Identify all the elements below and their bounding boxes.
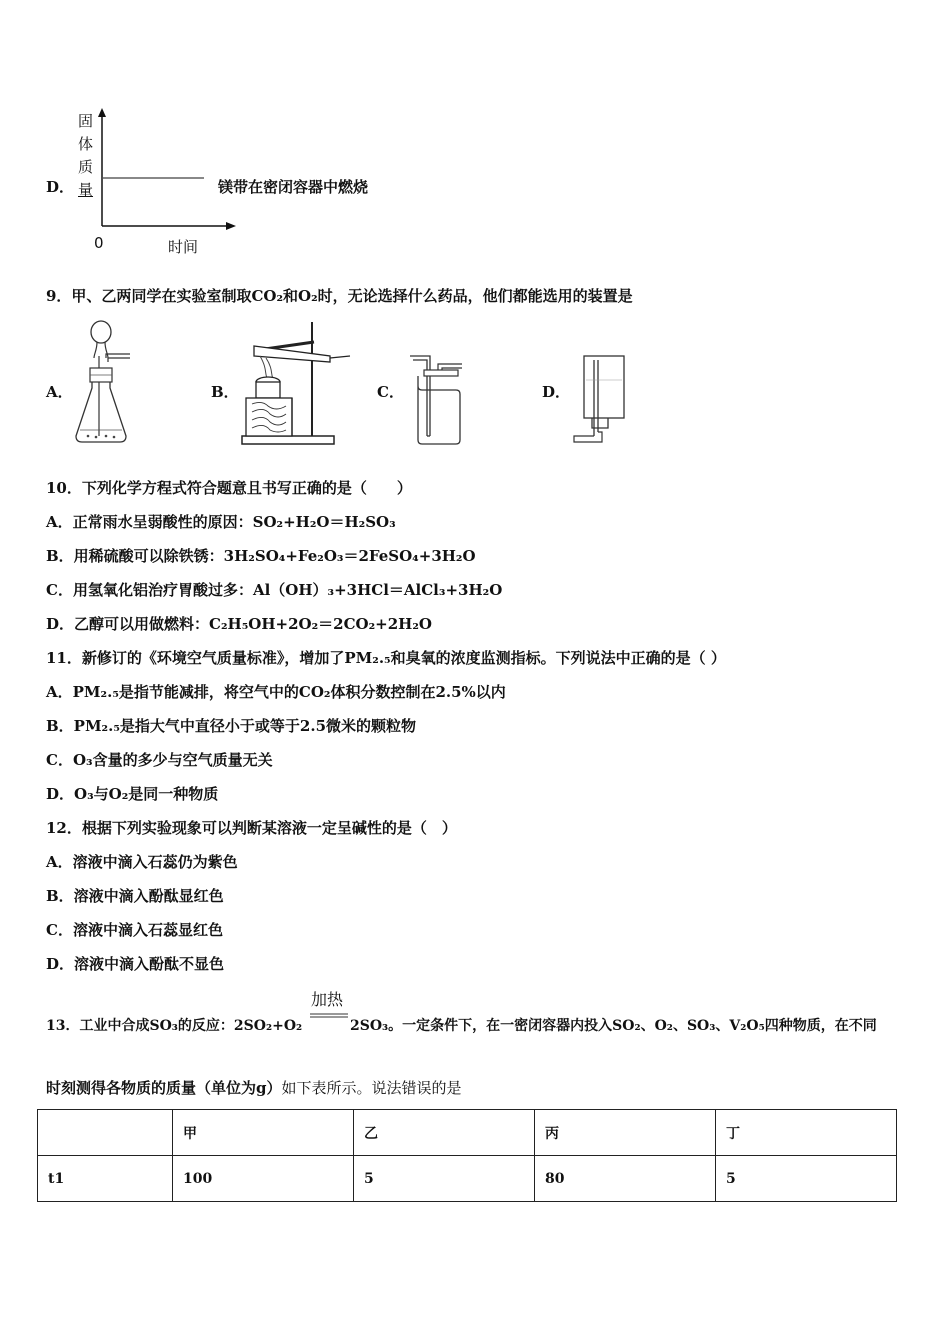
q13-stem-suffix: 2SO₃。一定条件下，在一密闭容器内投入SO₂、O₂、SO₃、V₂O₅四种物质，在不同 (350, 1018, 877, 1034)
table-header-row (38, 1110, 897, 1156)
graph-y-label-4: 量 (78, 181, 94, 199)
q10-option-a: A．正常雨水呈弱酸性的原因：SO₂+H₂O＝H₂SO₃ (46, 513, 396, 531)
table-header-cell: 乙 (354, 1110, 535, 1156)
q12-option-b: B．溶液中滴入酚酞显红色 (46, 887, 224, 905)
q9-stem: 9．甲、乙两同学在实验室制取CO₂和O₂时，无论选择什么药品，他们都能选用的装置是 (46, 287, 633, 305)
table-header-cell: 甲 (173, 1110, 354, 1156)
table-cell: t1 (38, 1156, 173, 1202)
q12-stem: 12．根据下列实验现象可以判断某溶液一定呈碱性的是（ ） (46, 819, 457, 837)
graph-origin: 0 (94, 234, 104, 252)
q13-stem-line2-tail: 如下表所示。说法错误的是 (281, 1079, 462, 1097)
table-header-cell (38, 1110, 173, 1156)
q12-option-d: D．溶液中滴入酚酞不显色 (46, 955, 225, 973)
q13-condition-label: 加热 (311, 990, 344, 1009)
q9-option-a-label: A． (46, 383, 73, 401)
apparatus-d-inverted-bottle-icon (568, 350, 628, 446)
table-cell: 80 (535, 1156, 716, 1202)
q10-option-b: B．用稀硫酸可以除铁锈：3H₂SO₄+Fe₂O₃＝2FeSO₄+3H₂O (46, 547, 476, 565)
q11-option-a: A．PM₂.₅是指节能减排，将空气中的CO₂体积分数控制在2.5%以内 (46, 683, 506, 701)
q9-option-b-label: B． (211, 383, 239, 401)
q8-d-caption: 镁带在密闭容器中燃烧 (218, 178, 369, 196)
q11-option-d: D．O₃与O₂是同一种物质 (46, 785, 219, 803)
q11-stem: 11．新修订的《环境空气质量标准》，增加了PM₂.₅和臭氧的浓度监测指标。下列说法中正确的是（ ） (46, 649, 726, 667)
graph-axes (0, 0, 950, 260)
q9-option-c-label: C． (377, 383, 404, 401)
q12-option-a: A．溶液中滴入石蕊仍为紫色 (46, 853, 238, 871)
q13-mass-table (37, 1109, 897, 1202)
q10-stem: 10．下列化学方程式符合题意且书写正确的是（ ） (46, 479, 412, 497)
table-cell: 5 (716, 1156, 897, 1202)
table-cell: 5 (354, 1156, 535, 1202)
graph-y-label-3: 质 (78, 158, 94, 176)
graph-x-label: 时间 (168, 238, 199, 256)
apparatus-b-heated-tube-icon (238, 320, 358, 446)
q11-option-b: B．PM₂.₅是指大气中直径小于或等于2.5微米的颗粒物 (46, 717, 417, 735)
apparatus-c-gas-bottle-icon (400, 350, 470, 446)
table-header-cell: 丁 (716, 1110, 897, 1156)
table-row (38, 1156, 897, 1202)
q10-option-c: C．用氢氧化铝治疗胃酸过多：Al（OH）₃+3HCl＝AlCl₃+3H₂O (46, 581, 503, 599)
table-header-cell: 丙 (535, 1110, 716, 1156)
q9-option-d-label: D． (542, 383, 571, 401)
q13-stem-line2 (46, 1078, 462, 1098)
q11-option-c: C．O₃含量的多少与空气质量无关 (46, 751, 273, 769)
graph-y-label-2: 体 (78, 135, 94, 153)
q13-stem-line2-bold: 时刻测得各物质的质量（单位为g） (46, 1079, 282, 1097)
q12-option-c: C．溶液中滴入石蕊显红色 (46, 921, 223, 939)
q13-stem-prefix: 13．工业中合成SO₃的反应：2SO₂+O₂ (46, 1018, 303, 1034)
apparatus-a-conical-flask-icon (70, 318, 140, 446)
q10-option-d: D．乙醇可以用做燃料：C₂H₅OH+2O₂＝2CO₂+2H₂O (46, 615, 432, 633)
table-cell: 100 (173, 1156, 354, 1202)
q13-reaction-arrow (310, 1013, 350, 1019)
graph-y-label-1: 固 (78, 112, 94, 130)
q8-option-d-label: D． (46, 178, 75, 196)
